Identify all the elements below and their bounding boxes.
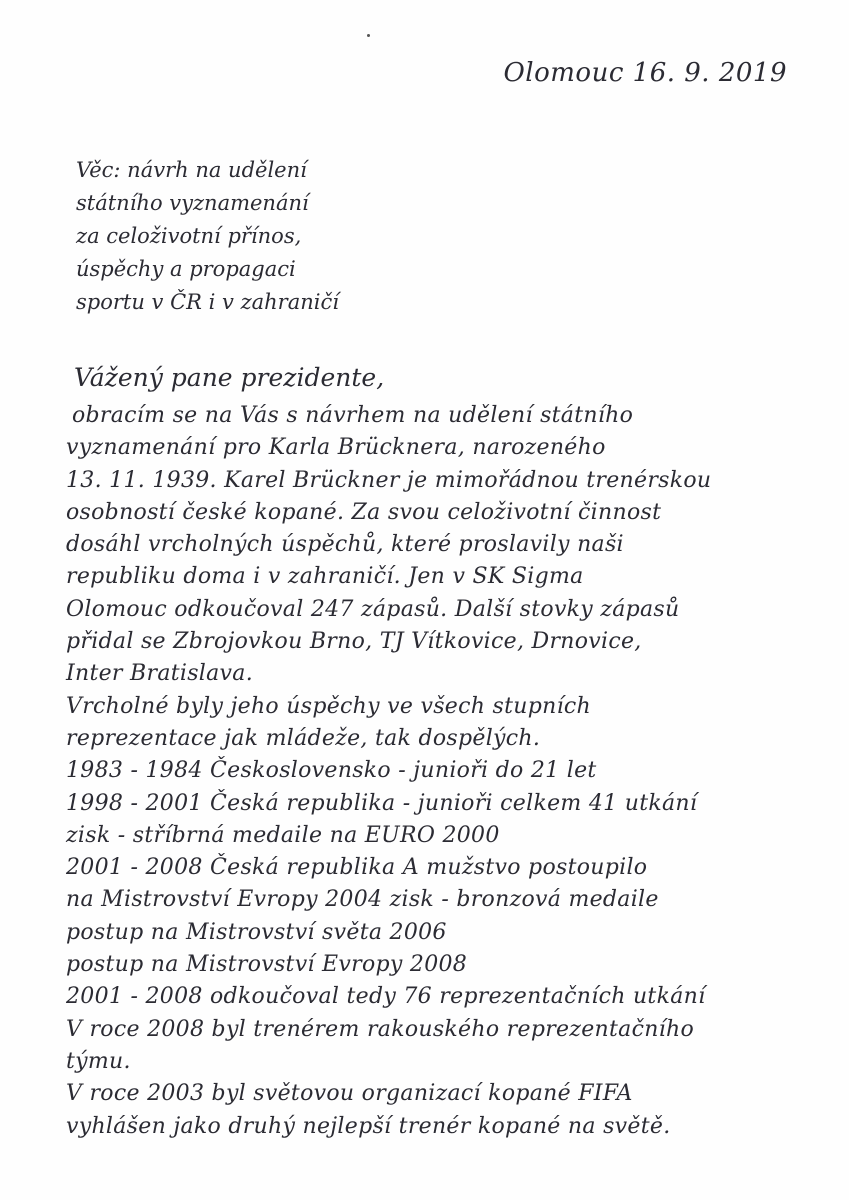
- body-line: postup na Mistrovství světa 2006: [66, 919, 447, 945]
- body-line: Vrcholné byly jeho úspěchy ve všech stupních: [66, 693, 591, 719]
- body-line: týmu.: [66, 1048, 131, 1074]
- letter-body: [66, 400, 826, 1143]
- body-line: dosáhl vrcholných úspěchů, které proslavily naši: [66, 532, 624, 558]
- body-line: osobností české kopané. Za svou celoživotní činnost: [66, 499, 662, 525]
- paper-speck: [367, 34, 370, 37]
- body-line: V roce 2008 byl trenérem rakouského reprezentačního: [66, 1016, 695, 1042]
- body-line: na Mistrovství Evropy 2004 zisk - bronzová medaile: [66, 887, 659, 913]
- body-line: postup na Mistrovství Evropy 2008: [66, 952, 468, 978]
- subject-line: za celoživotní přínos,: [76, 224, 302, 248]
- letter-subject: [76, 154, 496, 319]
- body-line: vyznamenání pro Karla Brücknera, narozeného: [66, 435, 606, 461]
- body-line: obracím se na Vás s návrhem na udělení státního: [72, 403, 634, 428]
- body-line: přidal se Zbrojovkou Brno, TJ Vítkovice, Drnovice,: [66, 629, 642, 655]
- body-line: 2001 - 2008 Česká republika A mužstvo postoupilo: [66, 855, 648, 881]
- subject-line: státního vyznamenání: [76, 191, 309, 215]
- body-line: Olomouc odkoučoval 247 zápasů. Další stovky zápasů: [66, 596, 680, 622]
- body-line: V roce 2003 byl světovou organizací kopané FIFA: [66, 1081, 633, 1107]
- subject-line: Věc: návrh na udělení: [76, 158, 307, 182]
- body-line: vyhlášen jako druhý nejlepší trenér kopané na světě.: [66, 1113, 671, 1139]
- letter-date: Olomouc 16. 9. 2019: [503, 58, 787, 88]
- body-line: 1983 - 1984 Československo - junioři do 21 let: [66, 758, 597, 784]
- subject-line: sportu v ČR i v zahraničí: [76, 290, 339, 314]
- body-line: zisk - stříbrná medaile na EURO 2000: [66, 822, 500, 848]
- body-line: 13. 11. 1939. Karel Brückner je mimořádnou trenérskou: [66, 467, 712, 493]
- body-line: 2001 - 2008 odkoučoval tedy 76 reprezentačních utkání: [66, 984, 706, 1010]
- subject-line: úspěchy a propagaci: [76, 257, 296, 281]
- body-line: republiku doma i v zahraničí. Jen v SK Sigma: [66, 564, 584, 590]
- letter-salutation: Vážený pane prezidente,: [74, 363, 385, 392]
- body-line: reprezentace jak mládeže, tak dospělých.: [66, 725, 541, 751]
- body-line: 1998 - 2001 Česká republika - junioři celkem 41 utkání: [66, 790, 698, 816]
- body-line: Inter Bratislava.: [66, 661, 253, 687]
